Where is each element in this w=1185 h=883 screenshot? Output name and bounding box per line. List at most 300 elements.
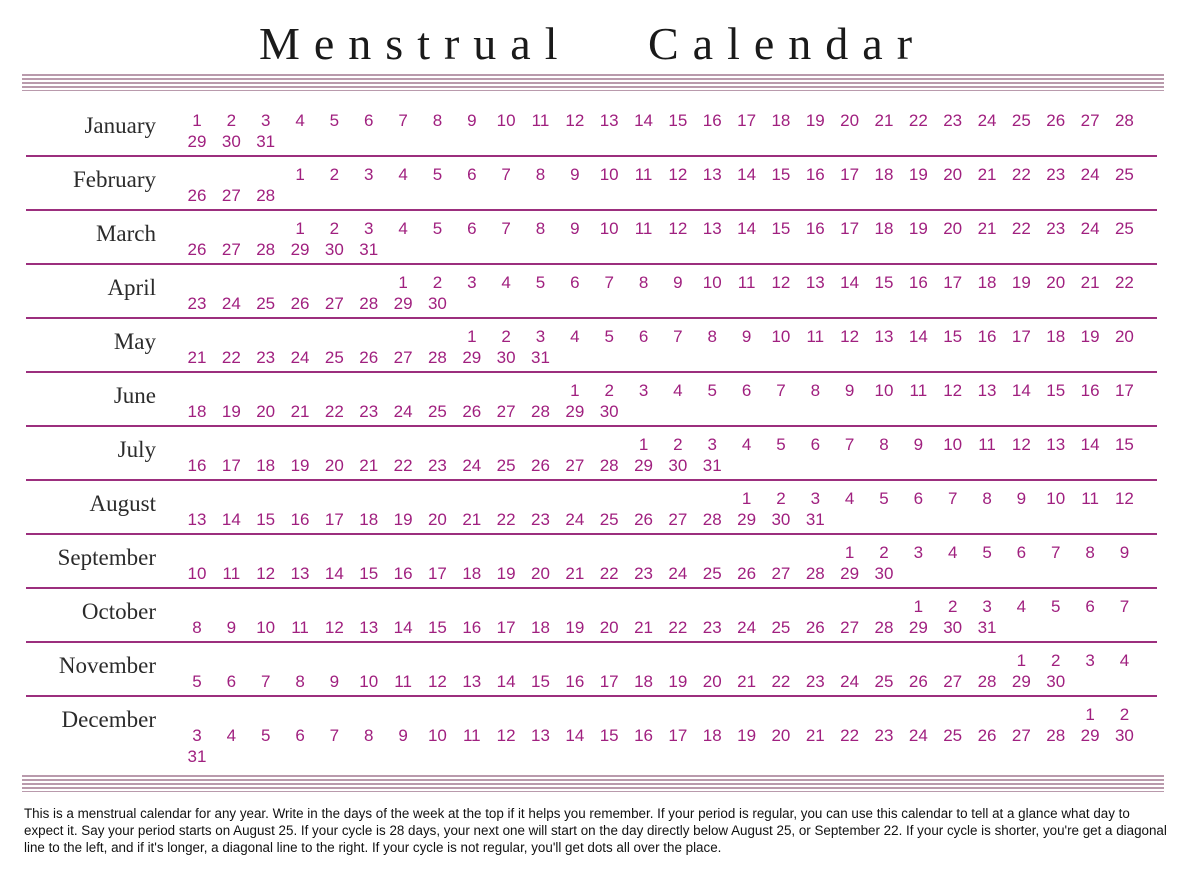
- day-cell: 21: [977, 165, 997, 184]
- day-cell: 15: [1046, 381, 1066, 400]
- day-cell: 18: [359, 510, 379, 529]
- day-cell: 18: [634, 672, 653, 691]
- day-cell: 17: [840, 219, 860, 238]
- day-cell: 23: [1046, 165, 1066, 184]
- day-cell: 21: [874, 111, 894, 130]
- day-cell: 13: [1046, 435, 1066, 454]
- month-row-january: [26, 103, 156, 157]
- day-cell: 7: [260, 672, 271, 691]
- day-cell: 5: [432, 165, 443, 184]
- day-cell: 12: [565, 111, 585, 130]
- day-cell: 27: [324, 294, 344, 313]
- day-cell: 26: [290, 294, 310, 313]
- day-cell: 5: [1051, 597, 1061, 616]
- day-cell: 12: [1011, 435, 1031, 454]
- day-cell: 9: [844, 381, 855, 400]
- day-cell: 2: [329, 165, 340, 184]
- day-cell: 4: [947, 543, 958, 562]
- day-cell: 29: [634, 456, 653, 475]
- day-cell: 8: [295, 672, 305, 691]
- day-cell: 23: [702, 618, 722, 637]
- month-row-april: [26, 265, 156, 319]
- month-row-march: [26, 211, 156, 265]
- day-cell: 10: [771, 327, 791, 346]
- day-cell: 2: [501, 327, 511, 346]
- day-cell: 5: [432, 219, 443, 238]
- day-cell: 16: [187, 456, 207, 475]
- day-cell: 22: [1114, 273, 1134, 292]
- day-cell: 15: [427, 618, 447, 637]
- day-cell: 28: [874, 618, 894, 637]
- day-cell: 30: [427, 294, 447, 313]
- day-cell: 26: [359, 348, 379, 367]
- day-cell: 28: [256, 186, 276, 205]
- day-cell: 25: [874, 672, 894, 691]
- day-cell: 6: [467, 219, 477, 238]
- day-cell: 16: [805, 165, 825, 184]
- day-cell: 1: [398, 273, 408, 292]
- day-cell: 17: [840, 165, 860, 184]
- month-label: June: [113, 383, 156, 408]
- day-cell: 8: [192, 618, 202, 637]
- day-cell: 21: [359, 456, 379, 475]
- day-cell: 3: [260, 111, 271, 130]
- day-cell: 31: [977, 618, 997, 637]
- day-cell: 6: [1085, 597, 1095, 616]
- day-cell: 20: [256, 402, 276, 421]
- day-cell: 28: [1046, 726, 1066, 745]
- day-cell: 16: [565, 672, 585, 691]
- day-cell: 24: [1080, 165, 1100, 184]
- day-cell: 22: [771, 672, 791, 691]
- day-cell: 30: [496, 348, 516, 367]
- month-label: October: [81, 599, 156, 624]
- day-cell: 13: [599, 111, 619, 130]
- day-cell: 8: [810, 381, 821, 400]
- month-row-june: [26, 373, 156, 427]
- day-cell: 19: [737, 726, 757, 745]
- day-cell: 31: [256, 132, 276, 151]
- day-cell: 18: [531, 618, 550, 637]
- day-cell: 23: [943, 111, 963, 130]
- day-cell: 11: [634, 219, 653, 238]
- day-cell: 30: [943, 618, 963, 637]
- day-cell: 18: [462, 564, 482, 583]
- day-cell: 6: [364, 111, 374, 130]
- day-cell: 27: [221, 240, 241, 259]
- day-cell: 16: [805, 219, 825, 238]
- day-cell: 20: [771, 726, 791, 745]
- day-cell: 7: [398, 111, 408, 130]
- day-cell: 27: [771, 564, 791, 583]
- day-cell: 13: [187, 510, 207, 529]
- day-cell: 29: [565, 402, 585, 421]
- day-cell: 24: [393, 402, 413, 421]
- row-divider: [26, 533, 1157, 535]
- day-cell: 4: [398, 165, 408, 184]
- day-cell: 10: [943, 435, 963, 454]
- day-cell: 23: [874, 726, 894, 745]
- day-cell: 27: [496, 402, 516, 421]
- day-cell: 9: [570, 219, 580, 238]
- day-cell: 20: [599, 618, 619, 637]
- day-cell: 3: [364, 165, 374, 184]
- month-label: July: [117, 437, 156, 462]
- day-cell: 7: [501, 219, 511, 238]
- day-cell: 9: [1119, 543, 1130, 562]
- day-cell: 30: [1046, 672, 1066, 691]
- row-divider: [26, 587, 1157, 589]
- day-cell: 11: [222, 564, 241, 583]
- day-cell: 20: [427, 510, 447, 529]
- month-row-december: [26, 697, 156, 751]
- day-cell: 27: [840, 618, 860, 637]
- day-cell: 11: [531, 111, 550, 130]
- day-cell: 4: [295, 111, 305, 130]
- day-cell: 8: [432, 111, 443, 130]
- day-cell: 20: [943, 219, 963, 238]
- day-cell: 14: [1011, 381, 1031, 400]
- day-cell: 13: [462, 672, 482, 691]
- day-cell: 24: [462, 456, 482, 475]
- day-cell: 12: [496, 726, 516, 745]
- day-cell: 6: [226, 672, 237, 691]
- day-cell: 19: [393, 510, 413, 529]
- day-cell: 2: [879, 543, 889, 562]
- day-cell: 13: [977, 381, 997, 400]
- day-cell: 16: [1080, 381, 1100, 400]
- day-cell: 1: [638, 435, 649, 454]
- month-row-september: [26, 535, 156, 589]
- instructions-text: This is a menstrual calendar for any year. Write in the days of the week at the top if it helps you remember. If your period is regular, you can use this calendar to tell at a glance what day to expect it. Say your period starts on August 25. If your cycle is 28 days, your next one will start on the day directly below August 25, or September 22. If your cycle is shorter, you're get a diagonal line to the left, and if it's longer, a diagonal line to the right. If your cycle is not regular, you'll get dots all over the place.: [24, 806, 1167, 855]
- day-cell: 24: [565, 510, 585, 529]
- day-cell: 31: [702, 456, 722, 475]
- day-cell: 4: [398, 219, 408, 238]
- day-cell: 9: [913, 435, 924, 454]
- day-cell: 20: [840, 111, 860, 130]
- day-cell: 8: [535, 165, 546, 184]
- day-cell: 29: [737, 510, 757, 529]
- day-cell: 18: [771, 111, 791, 130]
- day-cell: 7: [501, 165, 511, 184]
- day-cell: 21: [805, 726, 825, 745]
- day-cell: 11: [1081, 489, 1099, 508]
- day-cell: 13: [805, 273, 825, 292]
- day-cell: 24: [290, 348, 310, 367]
- day-cell: 12: [943, 381, 963, 400]
- day-cell: 6: [467, 165, 477, 184]
- day-cell: 25: [1114, 219, 1134, 238]
- day-cell: 12: [324, 618, 344, 637]
- day-cell: 15: [771, 165, 791, 184]
- day-cell: 25: [599, 510, 619, 529]
- day-cell: 19: [908, 165, 928, 184]
- day-cell: 22: [908, 111, 928, 130]
- day-cell: 19: [221, 402, 241, 421]
- day-cell: 26: [977, 726, 997, 745]
- day-cell: 16: [634, 726, 653, 745]
- day-cell: 7: [844, 435, 855, 454]
- day-cell: 18: [874, 165, 894, 184]
- day-cell: 25: [702, 564, 722, 583]
- day-cell: 2: [226, 111, 237, 130]
- day-cell: 3: [810, 489, 821, 508]
- day-cell: 11: [462, 726, 481, 745]
- day-cell: 3: [535, 327, 546, 346]
- day-cell: 19: [1080, 327, 1100, 346]
- day-cell: 30: [221, 132, 241, 151]
- day-cell: 18: [874, 219, 894, 238]
- month-row-october: [26, 589, 156, 643]
- day-cell: 24: [668, 564, 688, 583]
- day-cell: 25: [324, 348, 344, 367]
- day-cell: 29: [1011, 672, 1031, 691]
- day-cell: 30: [599, 402, 619, 421]
- day-cell: 4: [1016, 597, 1027, 616]
- day-cell: 14: [393, 618, 413, 637]
- day-cell: 12: [771, 273, 791, 292]
- day-cell: 3: [638, 381, 649, 400]
- day-cell: 27: [221, 186, 241, 205]
- day-cell: 17: [496, 618, 516, 637]
- day-cell: 27: [1011, 726, 1031, 745]
- day-cell: 26: [805, 618, 825, 637]
- day-cell: 5: [982, 543, 992, 562]
- day-cell: 25: [427, 402, 447, 421]
- day-cell: 13: [702, 165, 722, 184]
- day-cell: 11: [634, 165, 653, 184]
- day-cell: 5: [260, 726, 271, 745]
- day-cell: 14: [840, 273, 860, 292]
- day-cell: 9: [329, 672, 340, 691]
- day-cell: 1: [913, 597, 924, 616]
- row-divider: [26, 209, 1157, 211]
- day-cell: 1: [844, 543, 855, 562]
- month-label: December: [61, 707, 156, 732]
- day-cell: 17: [943, 273, 963, 292]
- day-cell: 10: [187, 564, 207, 583]
- day-cell: 23: [1046, 219, 1066, 238]
- day-cell: 15: [874, 273, 894, 292]
- day-cell: 17: [1114, 381, 1134, 400]
- day-cell: 6: [570, 273, 580, 292]
- day-cell: 2: [776, 489, 786, 508]
- day-cell: 31: [187, 747, 207, 766]
- row-divider: [26, 155, 1157, 157]
- day-cell: 7: [1119, 597, 1130, 616]
- day-cell: 24: [737, 618, 757, 637]
- day-cell: 22: [1011, 219, 1031, 238]
- day-cell: 17: [427, 564, 447, 583]
- day-cell: 30: [324, 240, 344, 259]
- day-cell: 9: [226, 618, 237, 637]
- row-divider: [26, 641, 1157, 643]
- day-cell: 28: [256, 240, 276, 259]
- day-cell: 24: [1080, 219, 1100, 238]
- day-cell: 29: [290, 240, 310, 259]
- day-cell: 10: [256, 618, 276, 637]
- day-cell: 27: [565, 456, 585, 475]
- day-cell: 22: [221, 348, 241, 367]
- day-cell: 16: [290, 510, 310, 529]
- day-cell: 14: [221, 510, 241, 529]
- day-cell: 4: [1119, 651, 1130, 670]
- day-cell: 26: [1046, 111, 1066, 130]
- month-row-november: [26, 643, 156, 697]
- month-label: April: [107, 275, 156, 300]
- day-cell: 28: [805, 564, 825, 583]
- row-divider: [26, 317, 1157, 319]
- day-cell: 21: [565, 564, 585, 583]
- day-cell: 5: [776, 435, 786, 454]
- row-divider: [26, 479, 1157, 481]
- day-cell: 29: [187, 132, 207, 151]
- day-cell: 7: [329, 726, 340, 745]
- day-cell: 5: [604, 327, 614, 346]
- day-cell: 19: [496, 564, 516, 583]
- day-cell: 19: [1011, 273, 1031, 292]
- day-cell: 22: [393, 456, 413, 475]
- day-cell: 12: [668, 165, 688, 184]
- day-cell: 17: [324, 510, 344, 529]
- day-cell: 28: [531, 402, 550, 421]
- day-cell: 15: [599, 726, 619, 745]
- day-cell: 31: [359, 240, 379, 259]
- day-cell: 22: [324, 402, 344, 421]
- day-cell: 3: [364, 219, 374, 238]
- day-cell: 7: [776, 381, 786, 400]
- day-cell: 30: [1114, 726, 1134, 745]
- day-cell: 27: [1080, 111, 1100, 130]
- day-cell: 12: [256, 564, 276, 583]
- day-cell: 20: [943, 165, 963, 184]
- row-divider: [26, 263, 1157, 265]
- day-cell: 10: [702, 273, 722, 292]
- day-cell: 21: [634, 618, 653, 637]
- day-cell: 28: [599, 456, 619, 475]
- day-cell: 22: [1011, 165, 1031, 184]
- day-cell: 18: [187, 402, 207, 421]
- day-cell: 10: [874, 381, 894, 400]
- month-label: March: [95, 221, 156, 246]
- day-cell: 28: [359, 294, 379, 313]
- month-label: November: [58, 653, 156, 678]
- day-cell: 1: [192, 111, 202, 130]
- day-cell: 3: [1085, 651, 1095, 670]
- day-cell: 14: [1080, 435, 1100, 454]
- day-cell: 14: [737, 219, 757, 238]
- day-cell: 6: [913, 489, 924, 508]
- day-cell: 17: [599, 672, 619, 691]
- day-cell: 30: [668, 456, 688, 475]
- day-cell: 10: [427, 726, 447, 745]
- day-cell: 29: [393, 294, 413, 313]
- day-cell: 10: [496, 111, 516, 130]
- day-cell: 7: [947, 489, 958, 508]
- day-cell: 11: [978, 435, 996, 454]
- day-cell: 19: [668, 672, 688, 691]
- day-cell: 21: [187, 348, 207, 367]
- day-cell: 24: [977, 111, 997, 130]
- day-cell: 15: [1114, 435, 1134, 454]
- day-cell: 26: [634, 510, 653, 529]
- day-cell: 16: [977, 327, 997, 346]
- day-cell: 20: [324, 456, 344, 475]
- day-cell: 17: [737, 111, 757, 130]
- day-cell: 25: [496, 456, 516, 475]
- day-cell: 25: [1114, 165, 1134, 184]
- day-cell: 1: [570, 381, 580, 400]
- day-cell: 27: [393, 348, 413, 367]
- day-cell: 9: [398, 726, 408, 745]
- page-title: Menstrual Calendar: [258, 18, 927, 69]
- month-row-may: [26, 319, 156, 373]
- day-cell: 1: [741, 489, 752, 508]
- day-cell: 11: [909, 381, 928, 400]
- day-cell: 14: [737, 165, 757, 184]
- day-cell: 2: [1119, 705, 1130, 724]
- month-label: January: [84, 113, 156, 138]
- day-cell: 23: [805, 672, 825, 691]
- day-cell: 10: [599, 219, 619, 238]
- day-cell: 15: [359, 564, 379, 583]
- day-cell: 24: [840, 672, 860, 691]
- day-cell: 9: [673, 273, 683, 292]
- day-cell: 6: [295, 726, 305, 745]
- day-cell: 16: [393, 564, 413, 583]
- row-divider: [26, 371, 1157, 373]
- day-cell: 14: [565, 726, 585, 745]
- day-cell: 23: [427, 456, 447, 475]
- day-cell: 9: [741, 327, 752, 346]
- month-label: August: [89, 491, 156, 516]
- day-cell: 22: [496, 510, 516, 529]
- day-cell: 23: [359, 402, 379, 421]
- day-cell: 6: [638, 327, 649, 346]
- day-cell: 27: [943, 672, 963, 691]
- day-cell: 23: [256, 348, 276, 367]
- day-cell: 8: [638, 273, 649, 292]
- day-cell: 3: [982, 597, 992, 616]
- day-cell: 24: [908, 726, 928, 745]
- day-cell: 13: [290, 564, 310, 583]
- day-cell: 26: [531, 456, 550, 475]
- month-row-august: [26, 481, 156, 535]
- day-cell: 11: [291, 618, 309, 637]
- day-cell: 8: [1085, 543, 1095, 562]
- day-cell: 8: [982, 489, 992, 508]
- day-cell: 5: [192, 672, 202, 691]
- day-cell: 18: [702, 726, 722, 745]
- day-cell: 19: [908, 219, 928, 238]
- day-cell: 19: [565, 618, 585, 637]
- day-cell: 5: [329, 111, 340, 130]
- day-cell: 29: [840, 564, 860, 583]
- day-cell: 18: [1046, 327, 1066, 346]
- day-cell: 22: [840, 726, 860, 745]
- day-cell: 17: [668, 726, 688, 745]
- day-cell: 21: [1080, 273, 1100, 292]
- day-cell: 13: [531, 726, 550, 745]
- day-cell: 31: [531, 348, 550, 367]
- day-cell: 23: [531, 510, 550, 529]
- day-cell: 12: [668, 219, 688, 238]
- day-cell: 16: [908, 273, 928, 292]
- day-cell: 11: [737, 273, 756, 292]
- day-cell: 8: [364, 726, 374, 745]
- month-label: May: [113, 329, 156, 354]
- day-cell: 29: [1080, 726, 1100, 745]
